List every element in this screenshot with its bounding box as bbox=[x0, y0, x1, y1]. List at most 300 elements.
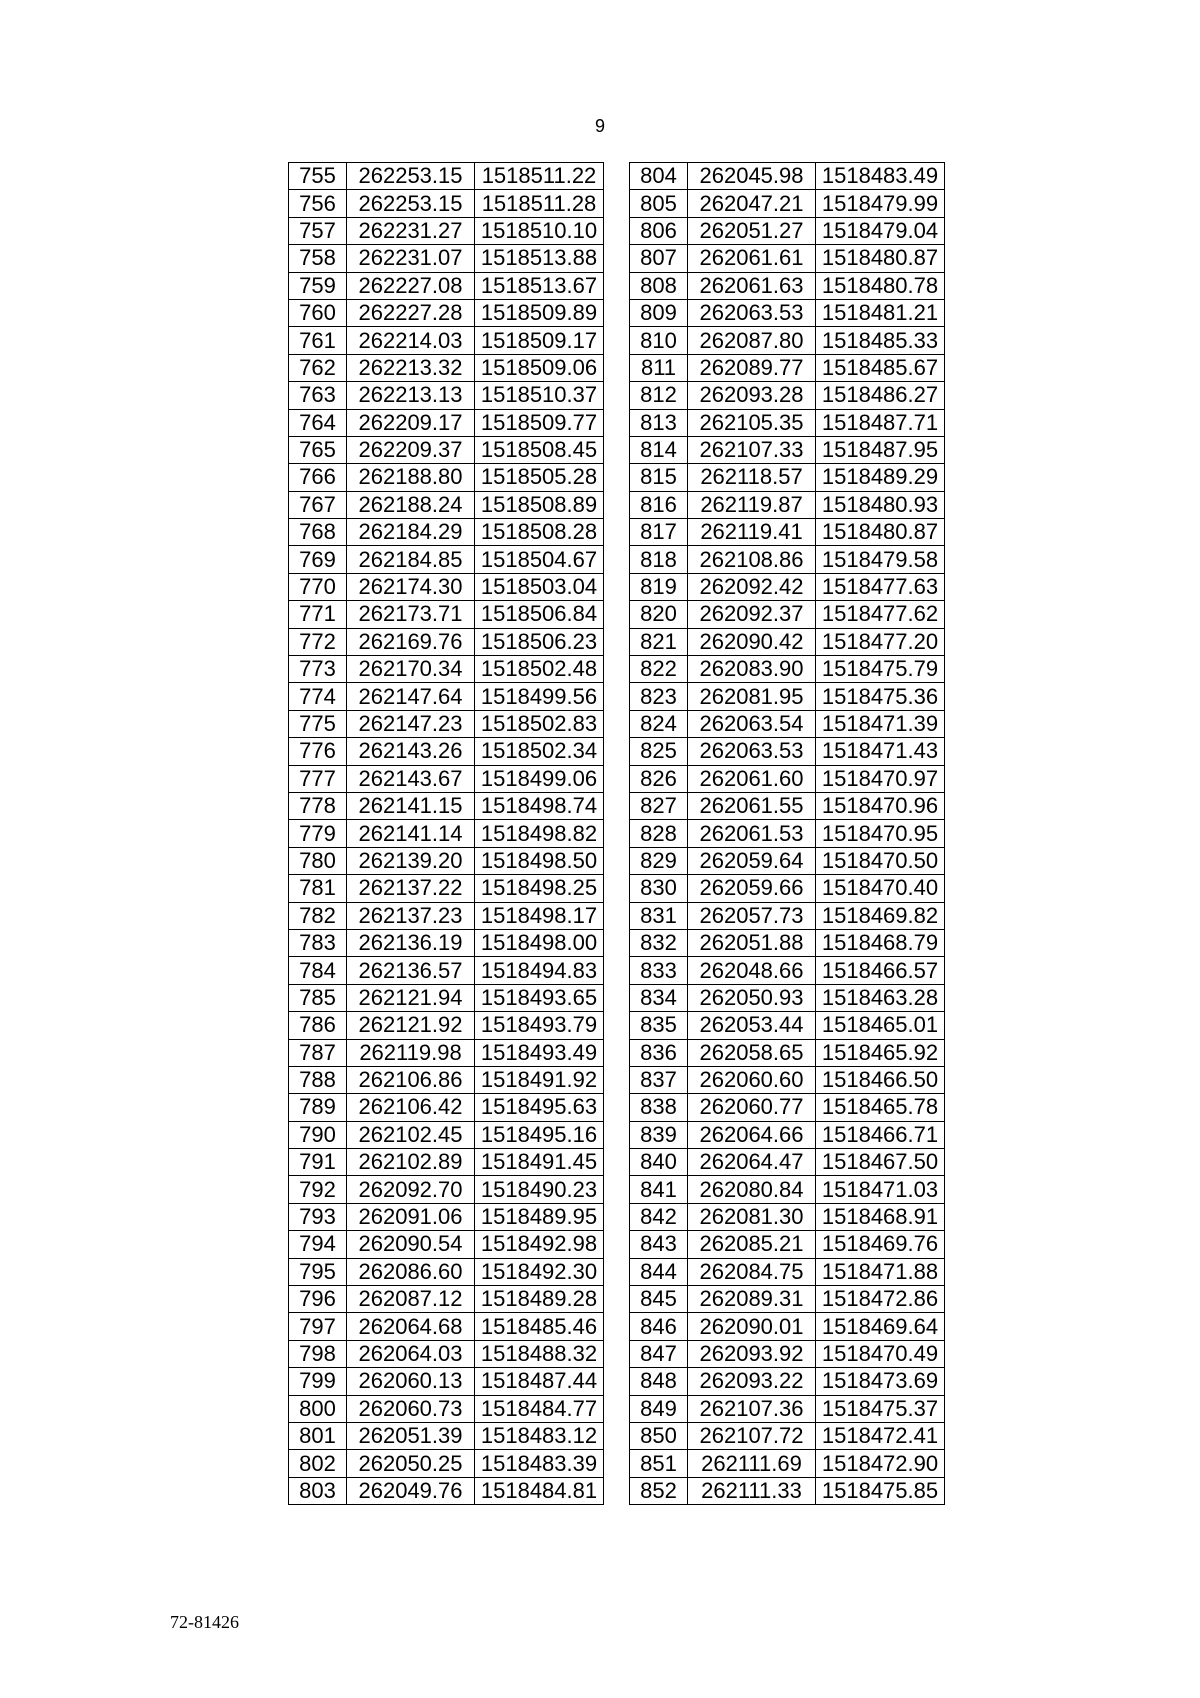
point-number-cell: 774 bbox=[289, 683, 347, 710]
point-number-cell: 816 bbox=[630, 491, 688, 518]
x-coordinate-cell: 262060.73 bbox=[347, 1395, 475, 1422]
point-number-cell: 789 bbox=[289, 1094, 347, 1121]
point-number-cell: 851 bbox=[630, 1450, 688, 1477]
table-row bbox=[289, 765, 604, 792]
x-coordinate-cell: 262064.68 bbox=[347, 1313, 475, 1340]
y-coordinate-cell: 1518502.34 bbox=[475, 738, 604, 765]
point-number-cell: 828 bbox=[630, 820, 688, 847]
table-row bbox=[630, 875, 945, 902]
table-row bbox=[289, 1066, 604, 1093]
table-row bbox=[630, 491, 945, 518]
table-row bbox=[630, 683, 945, 710]
point-number-cell: 852 bbox=[630, 1477, 688, 1504]
point-number-cell: 764 bbox=[289, 409, 347, 436]
y-coordinate-cell: 1518503.04 bbox=[475, 573, 604, 600]
x-coordinate-cell: 262143.67 bbox=[347, 765, 475, 792]
x-coordinate-cell: 262106.42 bbox=[347, 1094, 475, 1121]
table-row bbox=[630, 710, 945, 737]
point-number-cell: 783 bbox=[289, 929, 347, 956]
y-coordinate-cell: 1518498.50 bbox=[475, 847, 604, 874]
table-row bbox=[289, 1149, 604, 1176]
y-coordinate-cell: 1518495.63 bbox=[475, 1094, 604, 1121]
y-coordinate-cell: 1518469.76 bbox=[816, 1231, 945, 1258]
x-coordinate-cell: 262121.94 bbox=[347, 984, 475, 1011]
y-coordinate-cell: 1518470.49 bbox=[816, 1340, 945, 1367]
y-coordinate-cell: 1518480.87 bbox=[816, 245, 945, 272]
table-row bbox=[289, 1231, 604, 1258]
point-number-cell: 781 bbox=[289, 875, 347, 902]
y-coordinate-cell: 1518472.86 bbox=[816, 1286, 945, 1313]
table-row bbox=[630, 546, 945, 573]
table-row bbox=[630, 1121, 945, 1148]
x-coordinate-cell: 262060.60 bbox=[688, 1066, 816, 1093]
x-coordinate-cell: 262141.14 bbox=[347, 820, 475, 847]
x-coordinate-cell: 262118.57 bbox=[688, 464, 816, 491]
y-coordinate-cell: 1518484.81 bbox=[475, 1477, 604, 1504]
x-coordinate-cell: 262083.90 bbox=[688, 656, 816, 683]
y-coordinate-cell: 1518475.85 bbox=[816, 1477, 945, 1504]
x-coordinate-cell: 262209.17 bbox=[347, 409, 475, 436]
point-number-cell: 792 bbox=[289, 1176, 347, 1203]
y-coordinate-cell: 1518508.89 bbox=[475, 491, 604, 518]
x-coordinate-cell: 262092.70 bbox=[347, 1176, 475, 1203]
x-coordinate-cell: 262119.87 bbox=[688, 491, 816, 518]
table-row bbox=[630, 847, 945, 874]
point-number-cell: 844 bbox=[630, 1258, 688, 1285]
x-coordinate-cell: 262081.95 bbox=[688, 683, 816, 710]
table-row bbox=[289, 245, 604, 272]
point-number-cell: 801 bbox=[289, 1422, 347, 1449]
y-coordinate-cell: 1518492.30 bbox=[475, 1258, 604, 1285]
x-coordinate-cell: 262058.65 bbox=[688, 1039, 816, 1066]
table-row bbox=[630, 1422, 945, 1449]
table-row bbox=[289, 354, 604, 381]
point-number-cell: 835 bbox=[630, 1012, 688, 1039]
point-number-cell: 818 bbox=[630, 546, 688, 573]
point-number-cell: 829 bbox=[630, 847, 688, 874]
x-coordinate-cell: 262051.88 bbox=[688, 929, 816, 956]
y-coordinate-cell: 1518466.50 bbox=[816, 1066, 945, 1093]
table-row bbox=[630, 436, 945, 463]
point-number-cell: 793 bbox=[289, 1203, 347, 1230]
table-row bbox=[289, 1258, 604, 1285]
x-coordinate-cell: 262057.73 bbox=[688, 902, 816, 929]
table-row bbox=[630, 765, 945, 792]
y-coordinate-cell: 1518491.92 bbox=[475, 1066, 604, 1093]
point-number-cell: 775 bbox=[289, 710, 347, 737]
table-row bbox=[630, 1477, 945, 1504]
x-coordinate-cell: 262139.20 bbox=[347, 847, 475, 874]
table-row bbox=[289, 1313, 604, 1340]
point-number-cell: 791 bbox=[289, 1149, 347, 1176]
x-coordinate-cell: 262213.13 bbox=[347, 382, 475, 409]
table-row bbox=[630, 1066, 945, 1093]
y-coordinate-cell: 1518483.49 bbox=[816, 163, 945, 190]
table-row bbox=[289, 1477, 604, 1504]
table-row bbox=[630, 738, 945, 765]
point-number-cell: 820 bbox=[630, 601, 688, 628]
point-number-cell: 772 bbox=[289, 628, 347, 655]
x-coordinate-cell: 262173.71 bbox=[347, 601, 475, 628]
table-row bbox=[289, 601, 604, 628]
y-coordinate-cell: 1518498.25 bbox=[475, 875, 604, 902]
table-row bbox=[289, 847, 604, 874]
x-coordinate-cell: 262064.66 bbox=[688, 1121, 816, 1148]
point-number-cell: 794 bbox=[289, 1231, 347, 1258]
table-row bbox=[289, 628, 604, 655]
table-row bbox=[289, 710, 604, 737]
y-coordinate-cell: 1518509.17 bbox=[475, 327, 604, 354]
y-coordinate-cell: 1518488.32 bbox=[475, 1340, 604, 1367]
table-row bbox=[630, 1203, 945, 1230]
x-coordinate-cell: 262184.85 bbox=[347, 546, 475, 573]
table-row bbox=[630, 1231, 945, 1258]
point-number-cell: 842 bbox=[630, 1203, 688, 1230]
point-number-cell: 807 bbox=[630, 245, 688, 272]
x-coordinate-cell: 262227.08 bbox=[347, 272, 475, 299]
table-row bbox=[289, 1039, 604, 1066]
y-coordinate-cell: 1518487.71 bbox=[816, 409, 945, 436]
y-coordinate-cell: 1518502.83 bbox=[475, 710, 604, 737]
table-row bbox=[630, 1368, 945, 1395]
table-row bbox=[289, 1121, 604, 1148]
point-number-cell: 805 bbox=[630, 190, 688, 217]
table-row bbox=[630, 984, 945, 1011]
point-number-cell: 773 bbox=[289, 656, 347, 683]
table-row bbox=[630, 382, 945, 409]
y-coordinate-cell: 1518495.16 bbox=[475, 1121, 604, 1148]
point-number-cell: 824 bbox=[630, 710, 688, 737]
y-coordinate-cell: 1518471.03 bbox=[816, 1176, 945, 1203]
y-coordinate-cell: 1518470.97 bbox=[816, 765, 945, 792]
point-number-cell: 846 bbox=[630, 1313, 688, 1340]
point-number-cell: 766 bbox=[289, 464, 347, 491]
x-coordinate-cell: 262089.31 bbox=[688, 1286, 816, 1313]
point-number-cell: 832 bbox=[630, 929, 688, 956]
y-coordinate-cell: 1518493.65 bbox=[475, 984, 604, 1011]
point-number-cell: 795 bbox=[289, 1258, 347, 1285]
table-row bbox=[630, 245, 945, 272]
point-number-cell: 841 bbox=[630, 1176, 688, 1203]
x-coordinate-cell: 262048.66 bbox=[688, 957, 816, 984]
table-row bbox=[630, 902, 945, 929]
page-number: 9 bbox=[594, 116, 605, 136]
point-number-cell: 848 bbox=[630, 1368, 688, 1395]
x-coordinate-cell: 262085.21 bbox=[688, 1231, 816, 1258]
y-coordinate-cell: 1518490.23 bbox=[475, 1176, 604, 1203]
x-coordinate-cell: 262087.80 bbox=[688, 327, 816, 354]
y-coordinate-cell: 1518485.67 bbox=[816, 354, 945, 381]
point-number-cell: 843 bbox=[630, 1231, 688, 1258]
y-coordinate-cell: 1518491.45 bbox=[475, 1149, 604, 1176]
table-row bbox=[289, 929, 604, 956]
point-number-cell: 770 bbox=[289, 573, 347, 600]
table-row bbox=[630, 464, 945, 491]
table-row bbox=[289, 1176, 604, 1203]
x-coordinate-cell: 262137.23 bbox=[347, 902, 475, 929]
x-coordinate-cell: 262047.21 bbox=[688, 190, 816, 217]
point-number-cell: 777 bbox=[289, 765, 347, 792]
point-number-cell: 806 bbox=[630, 217, 688, 244]
y-coordinate-cell: 1518472.41 bbox=[816, 1422, 945, 1449]
point-number-cell: 757 bbox=[289, 217, 347, 244]
point-number-cell: 762 bbox=[289, 354, 347, 381]
y-coordinate-cell: 1518506.23 bbox=[475, 628, 604, 655]
point-number-cell: 790 bbox=[289, 1121, 347, 1148]
y-coordinate-cell: 1518472.90 bbox=[816, 1450, 945, 1477]
table-row bbox=[630, 792, 945, 819]
y-coordinate-cell: 1518470.96 bbox=[816, 792, 945, 819]
table-row bbox=[289, 327, 604, 354]
table-row bbox=[289, 217, 604, 244]
y-coordinate-cell: 1518509.77 bbox=[475, 409, 604, 436]
table-row bbox=[630, 601, 945, 628]
x-coordinate-cell: 262147.64 bbox=[347, 683, 475, 710]
point-number-cell: 759 bbox=[289, 272, 347, 299]
y-coordinate-cell: 1518493.49 bbox=[475, 1039, 604, 1066]
x-coordinate-cell: 262253.15 bbox=[347, 163, 475, 190]
x-coordinate-cell: 262121.92 bbox=[347, 1012, 475, 1039]
table-row bbox=[630, 1286, 945, 1313]
point-number-cell: 827 bbox=[630, 792, 688, 819]
x-coordinate-cell: 262111.33 bbox=[688, 1477, 816, 1504]
x-coordinate-cell: 262089.77 bbox=[688, 354, 816, 381]
y-coordinate-cell: 1518471.88 bbox=[816, 1258, 945, 1285]
x-coordinate-cell: 262051.27 bbox=[688, 217, 816, 244]
x-coordinate-cell: 262141.15 bbox=[347, 792, 475, 819]
y-coordinate-cell: 1518477.20 bbox=[816, 628, 945, 655]
y-coordinate-cell: 1518466.57 bbox=[816, 957, 945, 984]
point-number-cell: 814 bbox=[630, 436, 688, 463]
x-coordinate-cell: 262050.25 bbox=[347, 1450, 475, 1477]
x-coordinate-cell: 262051.39 bbox=[347, 1422, 475, 1449]
x-coordinate-cell: 262064.47 bbox=[688, 1149, 816, 1176]
point-number-cell: 758 bbox=[289, 245, 347, 272]
y-coordinate-cell: 1518470.40 bbox=[816, 875, 945, 902]
x-coordinate-cell: 262091.06 bbox=[347, 1203, 475, 1230]
y-coordinate-cell: 1518498.17 bbox=[475, 902, 604, 929]
y-coordinate-cell: 1518489.28 bbox=[475, 1286, 604, 1313]
y-coordinate-cell: 1518475.36 bbox=[816, 683, 945, 710]
table-row bbox=[289, 656, 604, 683]
table-row bbox=[630, 628, 945, 655]
x-coordinate-cell: 262084.75 bbox=[688, 1258, 816, 1285]
table-row bbox=[630, 217, 945, 244]
point-number-cell: 833 bbox=[630, 957, 688, 984]
x-coordinate-cell: 262102.45 bbox=[347, 1121, 475, 1148]
table-row bbox=[289, 738, 604, 765]
point-number-cell: 831 bbox=[630, 902, 688, 929]
table-row bbox=[289, 683, 604, 710]
table-row bbox=[630, 656, 945, 683]
y-coordinate-cell: 1518499.56 bbox=[475, 683, 604, 710]
point-number-cell: 837 bbox=[630, 1066, 688, 1093]
point-number-cell: 839 bbox=[630, 1121, 688, 1148]
table-row bbox=[630, 1395, 945, 1422]
table-row bbox=[289, 984, 604, 1011]
x-coordinate-cell: 262119.41 bbox=[688, 519, 816, 546]
point-number-cell: 825 bbox=[630, 738, 688, 765]
y-coordinate-cell: 1518513.88 bbox=[475, 245, 604, 272]
y-coordinate-cell: 1518466.71 bbox=[816, 1121, 945, 1148]
point-number-cell: 784 bbox=[289, 957, 347, 984]
point-number-cell: 763 bbox=[289, 382, 347, 409]
x-coordinate-cell: 262147.23 bbox=[347, 710, 475, 737]
x-coordinate-cell: 262227.28 bbox=[347, 299, 475, 326]
y-coordinate-cell: 1518487.95 bbox=[816, 436, 945, 463]
x-coordinate-cell: 262136.19 bbox=[347, 929, 475, 956]
point-number-cell: 778 bbox=[289, 792, 347, 819]
x-coordinate-cell: 262061.60 bbox=[688, 765, 816, 792]
x-coordinate-cell: 262136.57 bbox=[347, 957, 475, 984]
point-number-cell: 821 bbox=[630, 628, 688, 655]
point-number-cell: 847 bbox=[630, 1340, 688, 1367]
y-coordinate-cell: 1518477.63 bbox=[816, 573, 945, 600]
x-coordinate-cell: 262059.64 bbox=[688, 847, 816, 874]
point-number-cell: 803 bbox=[289, 1477, 347, 1504]
table-row bbox=[289, 875, 604, 902]
y-coordinate-cell: 1518467.50 bbox=[816, 1149, 945, 1176]
x-coordinate-cell: 262106.86 bbox=[347, 1066, 475, 1093]
point-number-cell: 802 bbox=[289, 1450, 347, 1477]
y-coordinate-cell: 1518492.98 bbox=[475, 1231, 604, 1258]
y-coordinate-cell: 1518511.22 bbox=[475, 163, 604, 190]
y-coordinate-cell: 1518485.33 bbox=[816, 327, 945, 354]
x-coordinate-cell: 262090.01 bbox=[688, 1313, 816, 1340]
x-coordinate-cell: 262174.30 bbox=[347, 573, 475, 600]
table-row bbox=[289, 272, 604, 299]
y-coordinate-cell: 1518511.28 bbox=[475, 190, 604, 217]
x-coordinate-cell: 262050.93 bbox=[688, 984, 816, 1011]
point-number-cell: 830 bbox=[630, 875, 688, 902]
table-row bbox=[289, 546, 604, 573]
table-row bbox=[289, 957, 604, 984]
x-coordinate-cell: 262063.53 bbox=[688, 738, 816, 765]
point-number-cell: 804 bbox=[630, 163, 688, 190]
table-row bbox=[630, 1012, 945, 1039]
table-row bbox=[289, 519, 604, 546]
x-coordinate-cell: 262090.42 bbox=[688, 628, 816, 655]
point-number-cell: 800 bbox=[289, 1395, 347, 1422]
x-coordinate-cell: 262061.63 bbox=[688, 272, 816, 299]
point-number-cell: 834 bbox=[630, 984, 688, 1011]
point-number-cell: 817 bbox=[630, 519, 688, 546]
point-number-cell: 809 bbox=[630, 299, 688, 326]
table-row bbox=[630, 409, 945, 436]
y-coordinate-cell: 1518486.27 bbox=[816, 382, 945, 409]
table-row bbox=[630, 163, 945, 190]
x-coordinate-cell: 262137.22 bbox=[347, 875, 475, 902]
y-coordinate-cell: 1518465.78 bbox=[816, 1094, 945, 1121]
y-coordinate-cell: 1518509.89 bbox=[475, 299, 604, 326]
point-number-cell: 771 bbox=[289, 601, 347, 628]
y-coordinate-cell: 1518494.83 bbox=[475, 957, 604, 984]
y-coordinate-cell: 1518479.04 bbox=[816, 217, 945, 244]
x-coordinate-cell: 262090.54 bbox=[347, 1231, 475, 1258]
x-coordinate-cell: 262080.84 bbox=[688, 1176, 816, 1203]
y-coordinate-cell: 1518470.95 bbox=[816, 820, 945, 847]
point-number-cell: 798 bbox=[289, 1340, 347, 1367]
x-coordinate-cell: 262061.53 bbox=[688, 820, 816, 847]
x-coordinate-cell: 262107.36 bbox=[688, 1395, 816, 1422]
x-coordinate-cell: 262061.61 bbox=[688, 245, 816, 272]
x-coordinate-cell: 262064.03 bbox=[347, 1340, 475, 1367]
point-number-cell: 823 bbox=[630, 683, 688, 710]
point-number-cell: 811 bbox=[630, 354, 688, 381]
y-coordinate-cell: 1518513.67 bbox=[475, 272, 604, 299]
table-row bbox=[630, 929, 945, 956]
point-number-cell: 836 bbox=[630, 1039, 688, 1066]
x-coordinate-cell: 262231.07 bbox=[347, 245, 475, 272]
x-coordinate-cell: 262107.72 bbox=[688, 1422, 816, 1449]
y-coordinate-cell: 1518499.06 bbox=[475, 765, 604, 792]
point-number-cell: 760 bbox=[289, 299, 347, 326]
y-coordinate-cell: 1518485.46 bbox=[475, 1313, 604, 1340]
table-row bbox=[289, 573, 604, 600]
table-row bbox=[289, 792, 604, 819]
point-number-cell: 813 bbox=[630, 409, 688, 436]
point-number-cell: 769 bbox=[289, 546, 347, 573]
y-coordinate-cell: 1518484.77 bbox=[475, 1395, 604, 1422]
table-row bbox=[289, 902, 604, 929]
table-row bbox=[289, 1286, 604, 1313]
table-row bbox=[289, 1340, 604, 1367]
table-row bbox=[289, 491, 604, 518]
point-number-cell: 761 bbox=[289, 327, 347, 354]
point-number-cell: 786 bbox=[289, 1012, 347, 1039]
point-number-cell: 796 bbox=[289, 1286, 347, 1313]
y-coordinate-cell: 1518504.67 bbox=[475, 546, 604, 573]
table-row bbox=[289, 820, 604, 847]
y-coordinate-cell: 1518477.62 bbox=[816, 601, 945, 628]
table-row bbox=[630, 354, 945, 381]
x-coordinate-cell: 262059.66 bbox=[688, 875, 816, 902]
x-coordinate-cell: 262102.89 bbox=[347, 1149, 475, 1176]
x-coordinate-cell: 262063.53 bbox=[688, 299, 816, 326]
x-coordinate-cell: 262253.15 bbox=[347, 190, 475, 217]
document-code: 72-81426 bbox=[170, 1612, 239, 1632]
table-row bbox=[630, 327, 945, 354]
y-coordinate-cell: 1518471.43 bbox=[816, 738, 945, 765]
x-coordinate-cell: 262108.86 bbox=[688, 546, 816, 573]
y-coordinate-cell: 1518498.00 bbox=[475, 929, 604, 956]
y-coordinate-cell: 1518505.28 bbox=[475, 464, 604, 491]
point-number-cell: 819 bbox=[630, 573, 688, 600]
point-number-cell: 797 bbox=[289, 1313, 347, 1340]
point-number-cell: 785 bbox=[289, 984, 347, 1011]
coordinate-table-right bbox=[629, 162, 945, 1505]
point-number-cell: 845 bbox=[630, 1286, 688, 1313]
point-number-cell: 815 bbox=[630, 464, 688, 491]
table-row bbox=[289, 1012, 604, 1039]
y-coordinate-cell: 1518493.79 bbox=[475, 1012, 604, 1039]
y-coordinate-cell: 1518475.37 bbox=[816, 1395, 945, 1422]
table-row bbox=[630, 957, 945, 984]
x-coordinate-cell: 262049.76 bbox=[347, 1477, 475, 1504]
y-coordinate-cell: 1518489.29 bbox=[816, 464, 945, 491]
y-coordinate-cell: 1518473.69 bbox=[816, 1368, 945, 1395]
y-coordinate-cell: 1518480.93 bbox=[816, 491, 945, 518]
y-coordinate-cell: 1518510.10 bbox=[475, 217, 604, 244]
table-row bbox=[289, 1368, 604, 1395]
x-coordinate-cell: 262092.37 bbox=[688, 601, 816, 628]
point-number-cell: 840 bbox=[630, 1149, 688, 1176]
table-row bbox=[289, 299, 604, 326]
y-coordinate-cell: 1518489.95 bbox=[475, 1203, 604, 1230]
table-row bbox=[289, 409, 604, 436]
point-number-cell: 826 bbox=[630, 765, 688, 792]
point-number-cell: 808 bbox=[630, 272, 688, 299]
